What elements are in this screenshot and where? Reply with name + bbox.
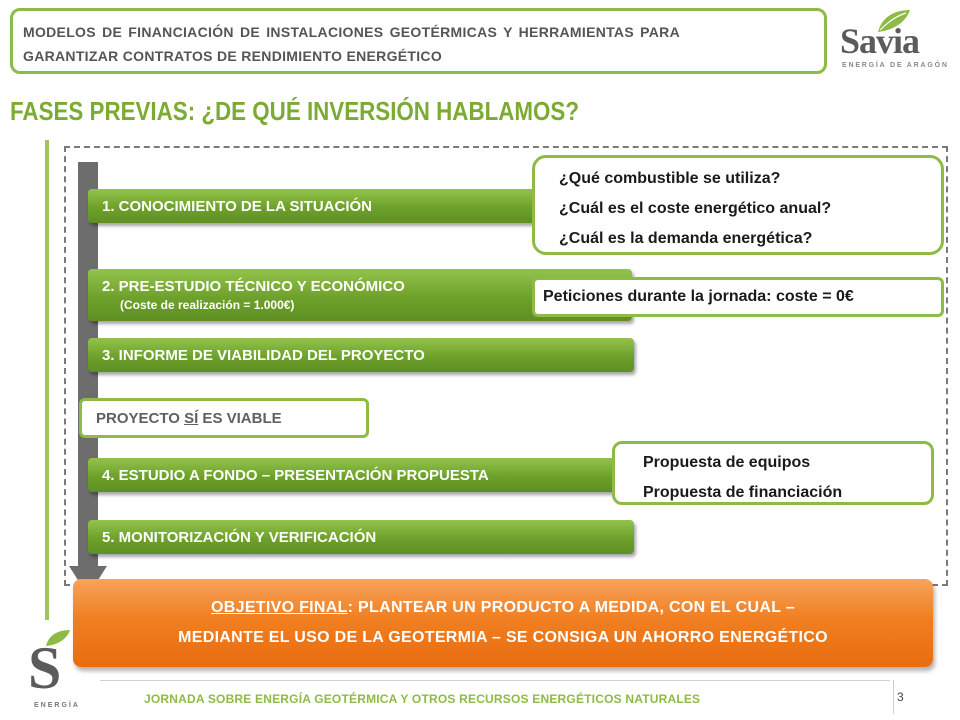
petitions-text: Peticiones durante la jornada: coste = 0€	[543, 288, 854, 305]
phase-4-bar	[88, 458, 624, 492]
phase-1-label: 1. CONOCIMIENTO DE LA SITUACIÓN	[102, 197, 373, 215]
objective-emphasis: OBJETIVO FINAL	[211, 599, 348, 616]
header-line-1: MODELOS DE FINANCIACIÓN DE INSTALACIONES GEOTÉRMICAS Y HERRAMIENTAS PARA	[23, 24, 681, 40]
proposal-item: Propuesta de financiación	[643, 484, 843, 501]
bottom-logo-letter: S	[28, 635, 62, 701]
questions-callout	[532, 155, 944, 255]
page-title: FASES PREVIAS: ¿DE QUÉ INVERSIÓN HABLAMOS?	[10, 96, 580, 126]
header-title-box	[10, 8, 827, 74]
bottom-logo-tagline: ENERGÍA	[34, 702, 80, 709]
bottom-energia-logo	[20, 628, 90, 716]
petitions-callout	[532, 277, 944, 317]
footer-event-name: JORNADA SOBRE ENERGÍA GEOTÉRMICA Y OTROS RECURSOS ENERGÉTICOS NATURALES	[144, 692, 701, 706]
footer-page-divider	[893, 680, 894, 714]
question-item: ¿Cuál es el coste energético anual?	[559, 200, 832, 217]
phase-3-bar	[88, 338, 634, 372]
phase-3-label: 3. INFORME DE VIABILIDAD DEL PROYECTO	[102, 346, 425, 364]
header-line-2: GARANTIZAR CONTRATOS DE RENDIMIENTO ENERGÉTICO	[23, 48, 443, 64]
objective-line-1	[73, 593, 933, 623]
phase-5-bar	[88, 520, 634, 554]
question-item: ¿Cuál es la demanda energética?	[559, 230, 813, 247]
proposal-item: Propuesta de equipos	[643, 454, 811, 471]
phase-2-cost-note: (Coste de realización = 1.000€)	[120, 298, 295, 312]
question-item: ¿Qué combustible se utiliza?	[559, 170, 781, 187]
phase-2-label: 2. PRE-ESTUDIO TÉCNICO Y ECONÓMICO	[102, 278, 405, 295]
viable-emphasis: SÍ	[184, 409, 199, 427]
logo-wordmark: Savia	[840, 21, 920, 61]
project-viable-box	[79, 398, 369, 438]
footer-divider	[100, 680, 890, 681]
viable-prefix: PROYECTO	[96, 409, 185, 427]
phase-5-label: 5. MONITORIZACIÓN Y VERIFICACIÓN	[102, 528, 377, 546]
objective-line-2: MEDIANTE EL USO DE LA GEOTERMIA – SE CONSIGA UN AHORRO ENERGÉTICO	[178, 629, 828, 646]
proposals-callout	[612, 441, 934, 505]
savia-logo	[836, 8, 954, 78]
phase-4-label: 4. ESTUDIO A FONDO – PRESENTACIÓN PROPUESTA	[102, 466, 489, 484]
final-objective-banner	[73, 579, 933, 667]
objective-line-1-rest: : PLANTEAR UN PRODUCTO A MEDIDA, CON EL CUAL –	[347, 599, 795, 616]
page-number: 3	[897, 690, 904, 704]
logo-tagline: ENERGÍA DE ARAGÓN	[842, 62, 949, 69]
left-accent-line	[45, 140, 49, 620]
viable-suffix: ES VIABLE	[198, 409, 282, 427]
